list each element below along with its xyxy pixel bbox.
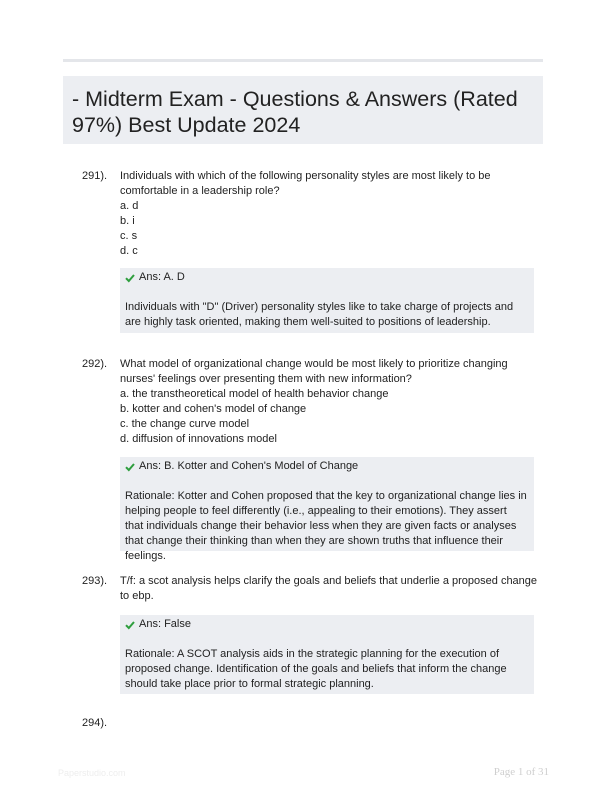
option-c: c. the change curve model [120,418,250,430]
check-icon [125,462,135,472]
check-icon [125,620,135,630]
answer-box [120,615,534,694]
answer-text: Ans: False [139,618,191,630]
rationale-text: Rationale: A SCOT analysis aids in the strategic planning for the execution of proposed change. Identification of the goals and beliefs that inform the change should take place prior to formal strategic planning. [125,648,507,690]
question-number: 291). [82,170,108,182]
question-number: 294). [82,717,108,729]
answer-line [125,459,528,474]
rationale-text: Individuals with "D" (Driver) personality styles like to take charge of projects and are highly task oriented, making them well-suited to positions of leadership. [125,301,514,328]
answer-text: Ans: A. D [139,271,185,283]
question-number: 293). [82,575,108,587]
option-b: b. kotter and cohen's model of change [120,403,307,415]
question-body [120,357,541,447]
title-banner [63,76,543,144]
option-d: d. c [120,245,138,257]
answer-line [125,270,528,285]
question-text: T/f: a scot analysis helps clarify the goals and beliefs that underlie a proposed change to ebp. [120,575,538,602]
answer-text: Ans: B. Kotter and Cohen's Model of Change [139,460,359,472]
rationale-text: Rationale: Kotter and Cohen proposed that the key to organizational change lies in helping people to feel differently (i.e., appealing to their emotions). They assert that individuals change their behavior less when they are given facts or analyses that change their thinking than when they are shown truths that influence their feelings. [125,490,527,562]
question-text: Individuals with which of the following personality styles are most likely to be comfortable in a leadership role? [120,170,491,197]
option-d: d. diffusion of innovations model [120,433,277,445]
question-body [120,169,541,259]
question-number: 292). [82,358,108,370]
watermark: Paperstudio.com [58,768,126,778]
answer-box [120,268,534,333]
question-body [120,574,541,604]
answer-box [120,457,534,562]
option-b: b. i [120,215,135,227]
option-c: c. s [120,230,138,242]
top-divider [63,59,543,62]
check-icon [125,273,135,283]
question-text: What model of organizational change would be most likely to prioritize changing nurses' feelings over presenting them with new information? [120,358,508,385]
page-title: - Midterm Exam - Questions & Answers (Rated 97%) Best Update 2024 [72,87,518,137]
answer-line [125,617,528,632]
page-number: Page 1 of 31 [493,766,549,778]
option-a: a. d [120,200,139,212]
option-a: a. the transtheoretical model of health behavior change [120,388,389,400]
